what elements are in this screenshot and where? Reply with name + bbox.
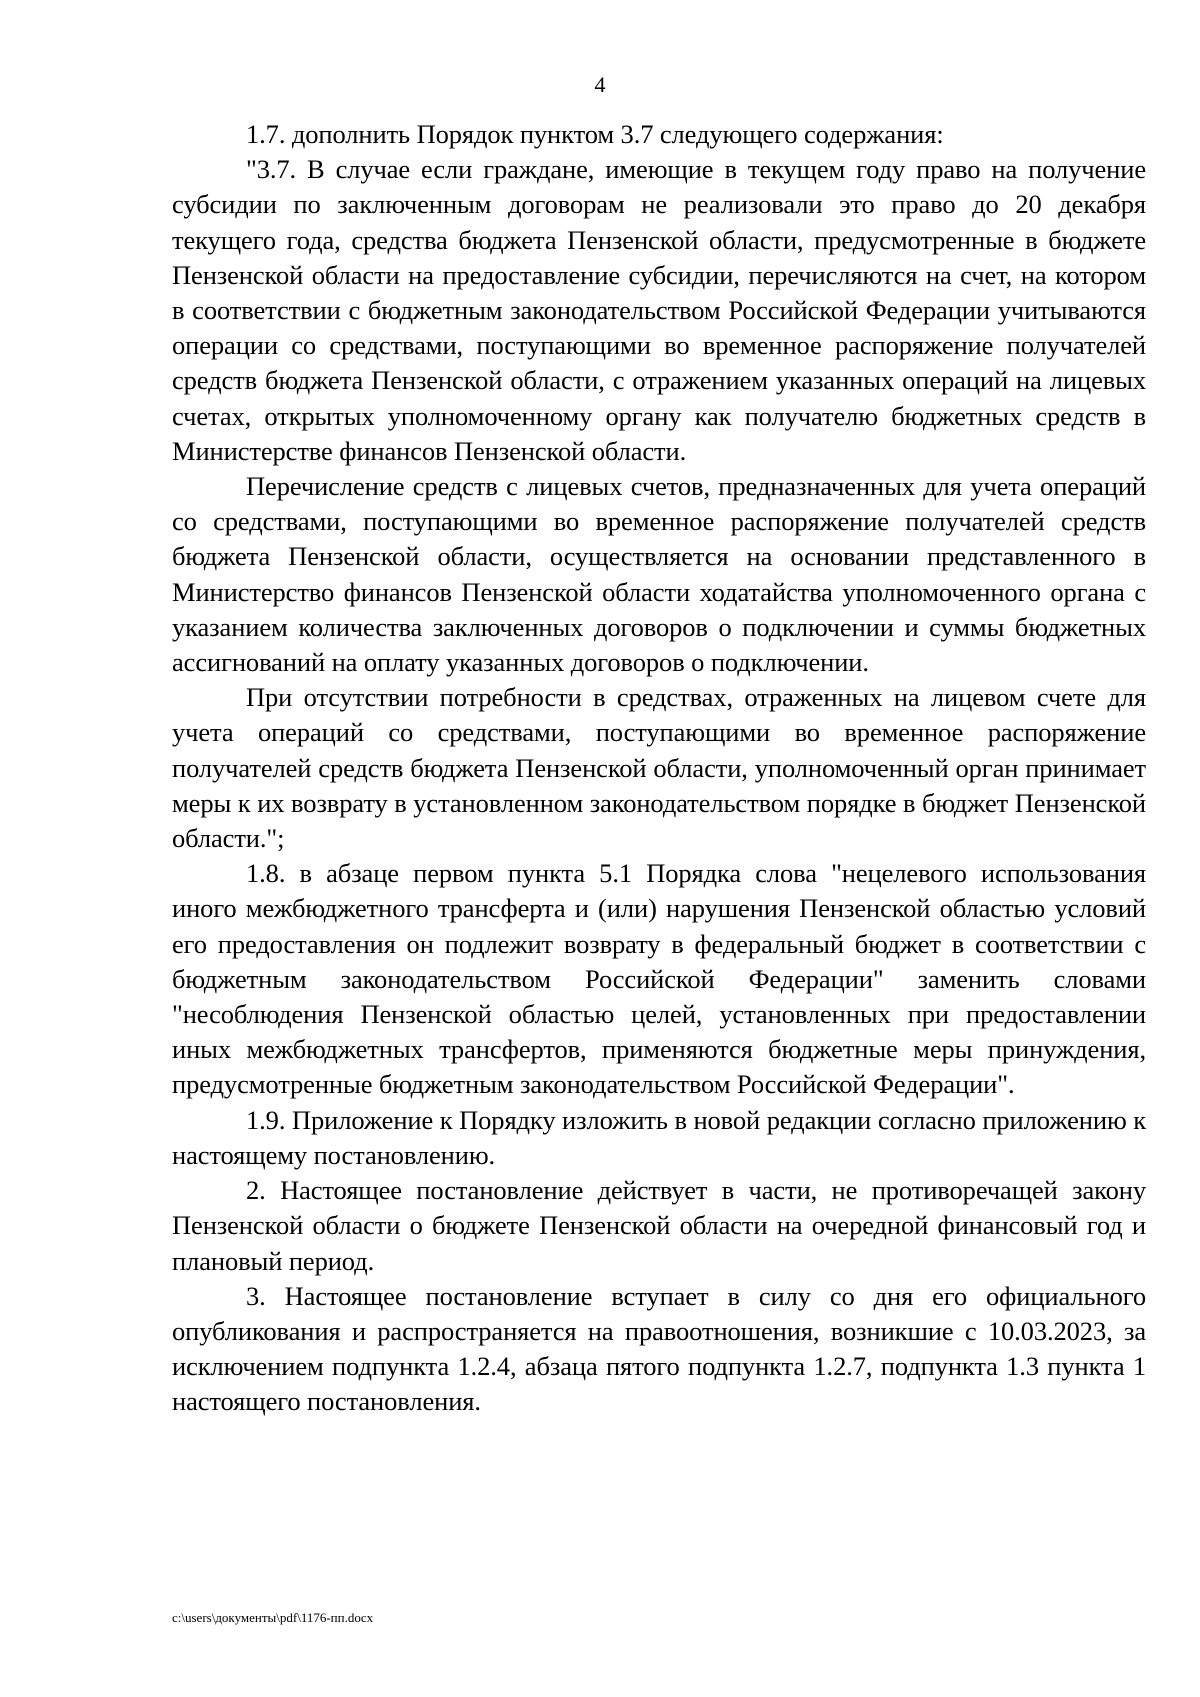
paragraph-transfer-funds: Перечисление средств с лицевых счетов, предназначенных для учета операций со средствами, поступающими во временное распоряжение получателей средств бюджета Пензенской области, осуществляется на основании представленного в Министерство финансов Пензенской области ходатайства уполномоченного органа с указанием количества заключенных договоров о подключении и суммы бюджетных ассигнований на оплату указанных договоров о подключении. <box>172 471 1146 678</box>
paragraph-3: 3. Настоящее постановление вступает в силу со дня его официального опубликования и распространяется на правоотношения, возникшие с 10.03.2023, за исключением подпункта 1.2.4, абзаца пятого подпункта 1.2.7, подпункта 1.3 пункта 1 настоящего постановления. <box>172 1280 1146 1417</box>
paragraph-3-7: "3.7. В случае если граждане, имеющие в текущем году право на получение субсидии по заключенным договорам не реализовали это право до 20 декабря текущего года, средства бюджета Пензенской области, предусмотренные в бюджете Пензенской области на предоставление субсидии, перечисляются на счет, на котором в соответствии с бюджетным законодательством Российской Федерации учитываются операции со средствами, поступающими во временное распоряжение получателей средств бюджета Пензенской области, с отражением указанных операций на лицевых счетах, открытых уполномоченному органу как получателю бюджетных средств в Министерстве финансов Пензенской области. <box>172 154 1146 466</box>
paragraph-return-funds: При отсутствии потребности в средствах, отраженных на лицевом счете для учета операций со средствами, поступающими во временное распоряжение получателей средств бюджета Пензенской области, уполномоченный орган принимает меры к их возврату в установленном законодательством порядке в бюджет Пензенской области."; <box>172 682 1146 854</box>
document-body <box>172 117 1146 1420</box>
paragraph-1-8: 1.8. в абзаце первом пункта 5.1 Порядка слова "нецелевого использования иного межбюджетного трансферта и (или) нарушения Пензенской областью условий его предоставления он подлежит возврату в федеральный бюджет в соответствии с бюджетным законодательством Российской Федерации" заменить словами "несоблюдения Пензенской областью целей, установленных при предоставлении иных межбюджетных трансфертов, применяются бюджетные меры принуждения, предусмотренные бюджетным законодательством Российской Федерации". <box>172 858 1146 1100</box>
paragraph-1-7: 1.7. дополнить Порядок пунктом 3.7 следующего содержания: <box>246 119 944 149</box>
page-number: 4 <box>594 72 606 97</box>
footer-file-path: c:\users\документы\pdf\1176-пп.docx <box>172 1610 374 1625</box>
paragraph-2: 2. Настоящее постановление действует в части, не противоречащей закону Пензенской области о бюджете Пензенской области на очередной финансовый год и плановый период. <box>172 1175 1146 1276</box>
paragraph-1-9: 1.9. Приложение к Порядку изложить в новой редакции согласно приложению к настоящему постановлению. <box>172 1104 1146 1170</box>
